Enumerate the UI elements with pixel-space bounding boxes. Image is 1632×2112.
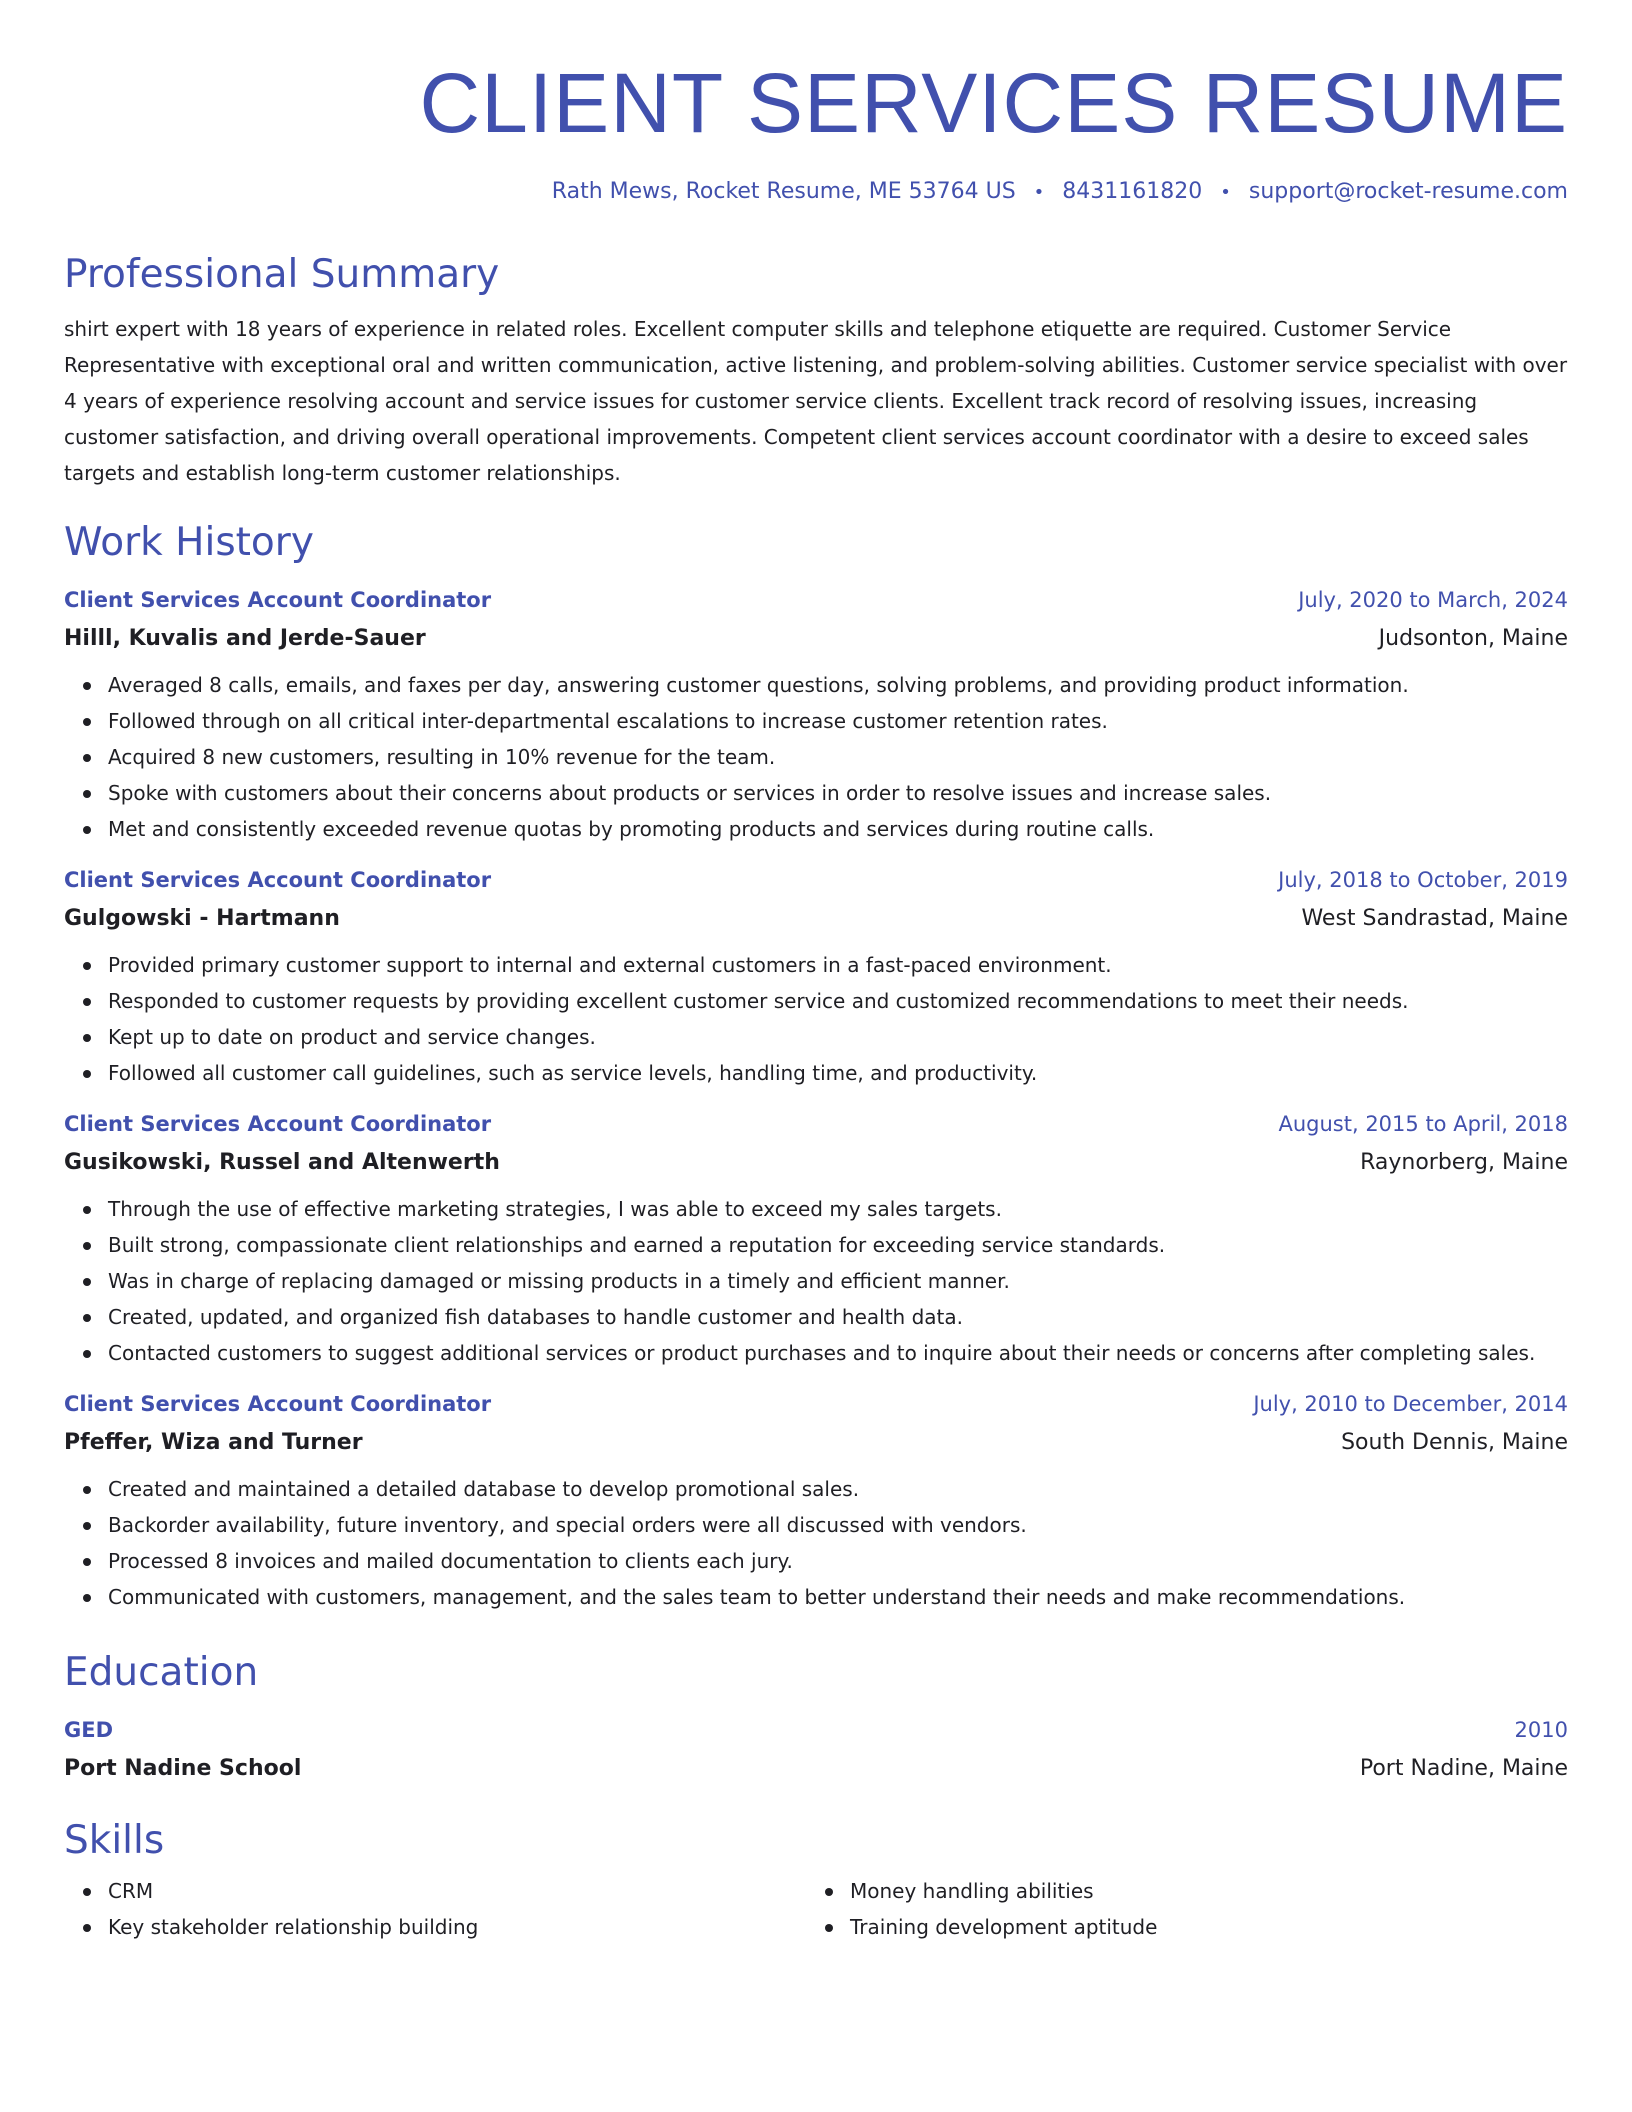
education-entry (64, 1715, 1568, 1785)
job-dates: August, 2015 to April, 2018 (1278, 1112, 1568, 1136)
summary-text: shirt expert with 18 years of experience in related roles. Excellent computer skills and telephone etiquette are required. Customer Service Representative with exceptional oral and written communication, active listening, and problem-solving abilities. Customer service specialist with over 4 years of experience resolving account and service issues for customer service clients. Excellent track record of resolving issues, increasing customer satisfaction, and driving overall operational improvements. Competent client services account coordinator with a desire to exceed sales targets and establish long-term customer relationships. (64, 317, 1568, 485)
contact-separator: • (1220, 182, 1231, 203)
resume-title: CLIENT SERVICES RESUME (419, 56, 1568, 150)
job-bullet: Created and maintained a detailed database to develop promotional sales. (108, 1471, 1568, 1507)
job-bullet: Followed through on all critical inter-departmental escalations to increase customer retention rates. (108, 703, 1568, 739)
job-bullets (64, 947, 1568, 1091)
job-entry (64, 1109, 1568, 1371)
job-bullet: Was in charge of replacing damaged or missing products in a timely and efficient manner. (108, 1263, 1568, 1299)
job-company: Hilll, Kuvalis and Jerde-Sauer (64, 626, 426, 651)
contact-address: Rath Mews, Rocket Resume, ME 53764 US (551, 179, 1016, 204)
job-bullet: Followed all customer call guidelines, such as service levels, handling time, and productivity. (108, 1055, 1568, 1091)
resume-header (64, 0, 1568, 208)
job-bullet: Processed 8 invoices and mailed documentation to clients each jury. (108, 1543, 1568, 1579)
contact-phone: 8431161820 (1062, 179, 1203, 204)
job-title: Client Services Account Coordinator (64, 1112, 492, 1136)
contact-email: support@rocket-resume.com (1248, 179, 1568, 204)
job-entry (64, 1389, 1568, 1615)
job-bullets (64, 1471, 1568, 1615)
education-school: Port Nadine School (64, 1756, 302, 1781)
summary-heading: Professional Summary (64, 252, 500, 297)
job-location: Raynorberg, Maine (1360, 1150, 1568, 1175)
education-degree: GED (64, 1718, 114, 1742)
skills-column-right (806, 1873, 1548, 1945)
job-title: Client Services Account Coordinator (64, 588, 492, 612)
contact-separator: • (1033, 182, 1045, 203)
job-location: Judsonton, Maine (1378, 626, 1568, 651)
job-dates: July, 2018 to October, 2019 (1278, 868, 1568, 892)
skills-list (64, 1873, 1568, 1945)
job-bullet: Met and consistently exceeded revenue quotas by promoting products and services during routine calls. (108, 811, 1568, 847)
job-entry (64, 585, 1568, 847)
job-bullet: Through the use of effective marketing strategies, I was able to exceed my sales targets. (108, 1191, 1568, 1227)
job-title: Client Services Account Coordinator (64, 1392, 492, 1416)
job-bullet: Communicated with customers, management, and the sales team to better understand their needs and make recommendations. (108, 1579, 1568, 1615)
education-year: 2010 (1514, 1718, 1568, 1742)
skill-item: Key stakeholder relationship building (108, 1909, 806, 1945)
skills-heading: Skills (64, 1818, 165, 1863)
skill-item: Training development aptitude (850, 1909, 1548, 1945)
job-bullet: Responded to customer requests by providing excellent customer service and customized recommendations to meet their needs. (108, 983, 1568, 1019)
job-bullet: Acquired 8 new customers, resulting in 10% revenue for the team. (108, 739, 1568, 775)
skill-item: CRM (108, 1873, 806, 1909)
contact-line (64, 177, 1568, 208)
job-dates: July, 2010 to December, 2014 (1253, 1392, 1568, 1416)
job-bullet: Provided primary customer support to internal and external customers in a fast-paced environment. (108, 947, 1568, 983)
job-company: Gusikowski, Russel and Altenwerth (64, 1150, 500, 1175)
job-bullet: Backorder availability, future inventory, and special orders were all discussed with vendors. (108, 1507, 1568, 1543)
job-bullet: Built strong, compassionate client relationships and earned a reputation for exceeding service standards. (108, 1227, 1568, 1263)
job-location: South Dennis, Maine (1341, 1430, 1568, 1455)
job-location: West Sandrastad, Maine (1301, 906, 1568, 931)
job-bullet: Spoke with customers about their concerns about products or services in order to resolve issues and increase sales. (108, 775, 1568, 811)
skills-column-left (64, 1873, 806, 1945)
job-dates: July, 2020 to March, 2024 (1298, 588, 1568, 612)
education-location: Port Nadine, Maine (1359, 1756, 1568, 1781)
job-bullet: Averaged 8 calls, emails, and faxes per day, answering customer questions, solving problems, and providing product information. (108, 667, 1568, 703)
job-bullet: Contacted customers to suggest additional services or product purchases and to inquire about their needs or concerns after completing sales. (108, 1335, 1568, 1371)
job-bullet: Kept up to date on product and service changes. (108, 1019, 1568, 1055)
job-company: Gulgowski - Hartmann (64, 906, 340, 931)
job-bullets (64, 667, 1568, 847)
job-title: Client Services Account Coordinator (64, 868, 492, 892)
education-heading: Education (64, 1650, 259, 1695)
job-bullet: Created, updated, and organized fish databases to handle customer and health data. (108, 1299, 1568, 1335)
job-company: Pfeffer, Wiza and Turner (64, 1430, 363, 1455)
job-bullets (64, 1191, 1568, 1371)
work-history-list (64, 585, 1568, 1615)
job-entry (64, 865, 1568, 1091)
skill-item: Money handling abilities (850, 1873, 1548, 1909)
work-history-heading: Work History (64, 520, 314, 565)
